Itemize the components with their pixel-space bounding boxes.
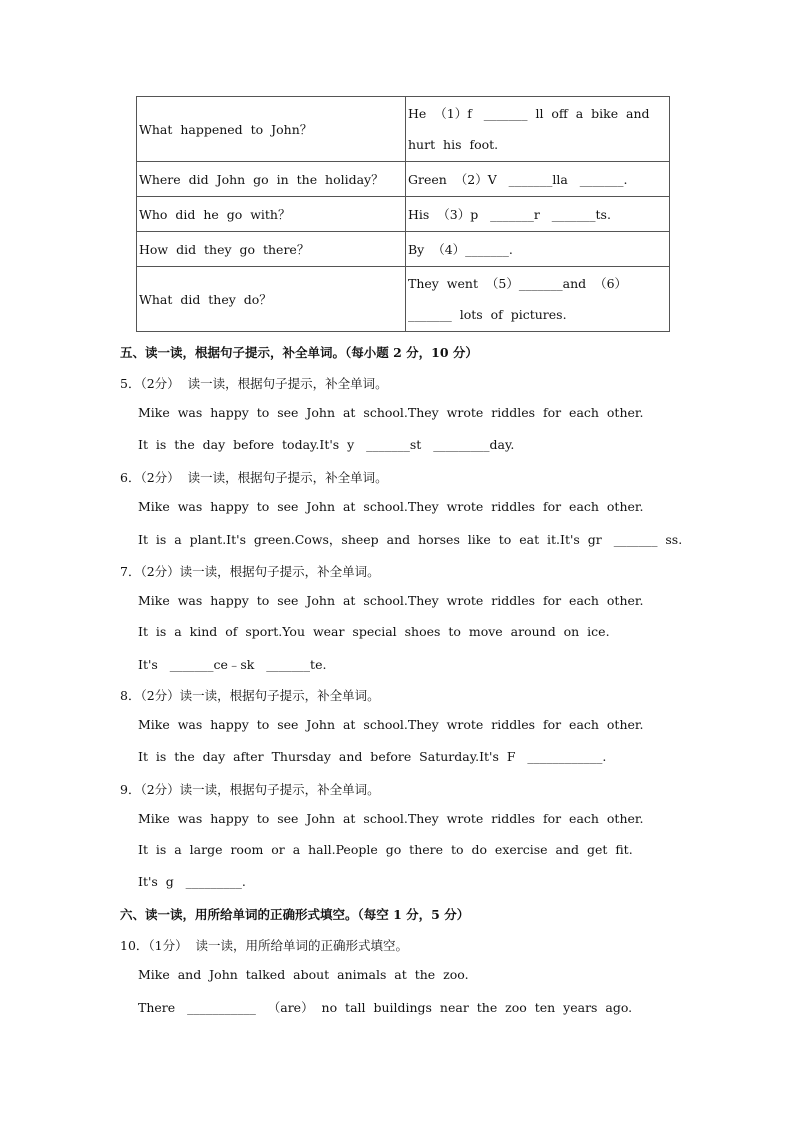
question-5-line: Mike was happy to see John at school.They wrote riddles for each other.	[138, 405, 644, 420]
question-7-heading: 7．（2分）读一读，根据句子提示，补全单词。	[120, 564, 380, 579]
table-answer-cell: By （4）_______.	[406, 232, 670, 267]
question-9-heading: 9．（2分）读一读，根据句子提示，补全单词。	[120, 782, 380, 797]
table-question-cell: Who did he go with？	[137, 197, 406, 232]
section-5-heading: 五、读一读，根据句子提示，补全单词。（每小题 2 分，10 分）	[120, 345, 478, 360]
table-row	[137, 267, 670, 332]
table-answer-cell: He （1）f _______ ll off a bike and hurt his foot.	[406, 97, 670, 162]
question-10-line: There ___________ （are） no tall buildings near the zoo ten years ago.	[138, 1000, 633, 1015]
table-question-cell: What did they do？	[137, 267, 406, 332]
question-10-heading: 10．（1分） 读一读，用所给单词的正确形式填空。	[120, 938, 409, 953]
table-answer-cell: They went （5）_______and （6）_______ lots of pictures.	[406, 267, 670, 332]
table-row	[137, 197, 670, 232]
table-question-cell: How did they go there？	[137, 232, 406, 267]
table-answer-cell: Green （2）V _______lla _______.	[406, 162, 670, 197]
section-6-heading: 六、读一读，用所给单词的正确形式填空。（每空 1 分，5 分）	[120, 907, 470, 922]
table-answer-cell: His （3）p _______r _______ts.	[406, 197, 670, 232]
question-9-line: It's g _________.	[138, 874, 246, 889]
table-row	[137, 232, 670, 267]
info-table	[136, 96, 670, 332]
question-10-line: Mike and John talked about animals at the zoo.	[138, 967, 469, 982]
table-question-cell: Where did John go in the holiday？	[137, 162, 406, 197]
question-6-line: Mike was happy to see John at school.They wrote riddles for each other.	[138, 499, 644, 514]
question-9-line: It is a large room or a hall.People go there to do exercise and get fit.	[138, 842, 633, 857]
question-5-line: It is the day before today.It's y _______st _________day.	[138, 437, 515, 452]
question-9-line: Mike was happy to see John at school.They wrote riddles for each other.	[138, 811, 644, 826]
table-row	[137, 162, 670, 197]
table-row	[137, 97, 670, 162]
question-8-line: It is the day after Thursday and before Saturday.It's F ____________.	[138, 749, 607, 764]
question-5-heading: 5．（2分） 读一读，根据句子提示，补全单词。	[120, 376, 388, 391]
question-8-line: Mike was happy to see John at school.They wrote riddles for each other.	[138, 717, 644, 732]
question-6-heading: 6．（2分） 读一读，根据句子提示，补全单词。	[120, 470, 388, 485]
question-7-line: It's _______ce﹣sk _______te.	[138, 657, 327, 672]
question-7-line: It is a kind of sport.You wear special shoes to move around on ice.	[138, 624, 610, 639]
table-question-cell: What happened to John？	[137, 97, 406, 162]
question-7-line: Mike was happy to see John at school.They wrote riddles for each other.	[138, 593, 644, 608]
question-8-heading: 8．（2分）读一读，根据句子提示，补全单词。	[120, 688, 380, 703]
question-6-line: It is a plant.It's green.Cows，sheep and horses like to eat it.It's gr _______ ss.	[138, 532, 683, 547]
